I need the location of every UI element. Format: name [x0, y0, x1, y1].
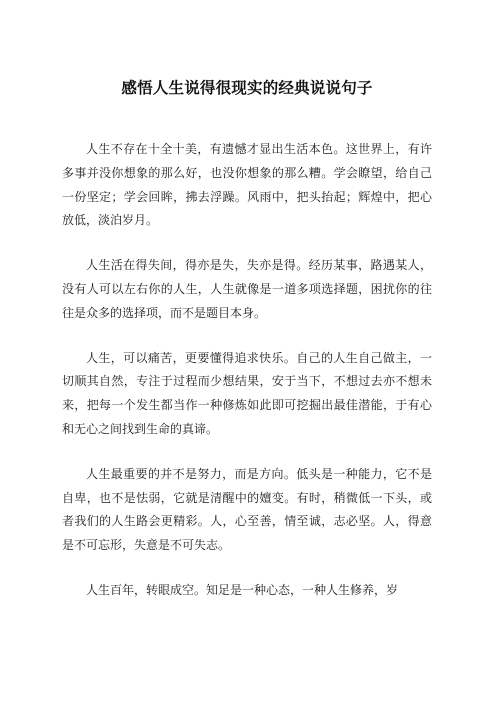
paragraph-3: 人生，可以痛苦，更要懂得追求快乐。自己的人生自己做主，一切顺其自然，专注于过程而少想结果，安于当下，不想过去亦不想未来，把每一个发生都当作一种修炼如此即可挖掘出最佳潜能，于有心和无心之间找到生命的真谛。: [62, 350, 432, 436]
paragraph-2: 人生活在得失间，得亦是失，失亦是得。经历某事，路遇某人，没有人可以左右你的人生，人生就像是一道多项选择题，困扰你的往往是众多的选择项，而不是题目本身。: [62, 258, 432, 320]
document-body: [62, 138, 432, 603]
document-title: 感悟人生说得很现实的经典说说句子: [121, 79, 373, 97]
paragraph-4: 人生最重要的并不是努力，而是方向。低头是一种能力，它不是自卑，也不是怯弱，它就是清醒中的嬗变。有时，稍微低一下头，或者我们的人生路会更精彩。人，心至善，情至诚，志必坚。人，得意是不可忘形，失意是不可失志。: [62, 466, 432, 553]
paragraph-1: 人生不存在十全十美，有遗憾才显出生活本色。这世界上，有许多事并没你想象的那么好，也没你想象的那么糟。学会瞭望，给自己一份坚定；学会回眸，拂去浮躁。风雨中，把头抬起；辉煌中，把心放低，淡泊岁月。: [62, 142, 432, 228]
paragraph-5: 人生百年，转眼成空。知足是一种心态，一种人生修养，岁: [86, 582, 399, 597]
